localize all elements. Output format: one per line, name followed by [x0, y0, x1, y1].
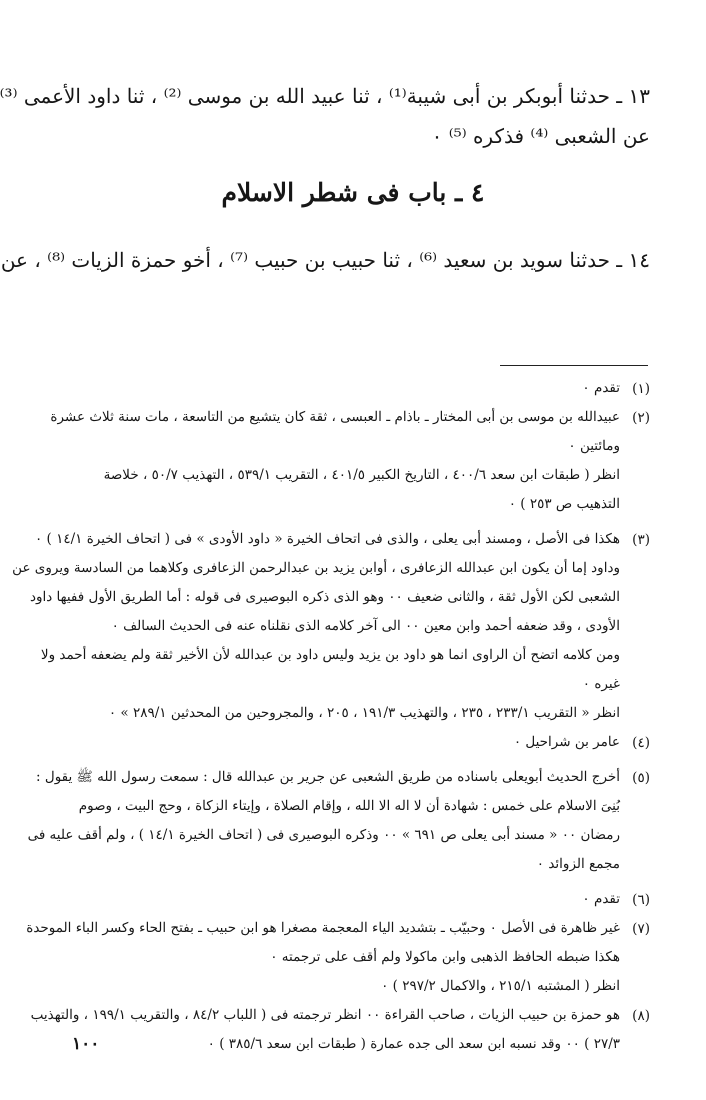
footnote-3	[12, 525, 650, 728]
footnote-number: (٦)	[632, 892, 650, 908]
footnote-line: عبيدالله بن موسى بن أبى المختار ـ باذام ـ العبسى ، ثقة كان يتشيع من التاسعة ، مات سنة ثلاث عشرة	[50, 409, 620, 425]
footnote-line: عامر بن شراحيل ٠	[513, 734, 620, 750]
footnote-line: مجمع الزوائد ٠	[536, 856, 620, 872]
footnote-line: انظر « التقريب ٢٣٣/١ ، ٢٣٥ ، والتهذيب ١٩١/٣ ، ٢٠٥ ، والمجروحين من المحدثين ٢٨٩/١ » ٠	[108, 705, 620, 721]
footnote-line: بُنِىَ الاسلام على خمس : شهادة أن لا اله الا الله ، وإقام الصلاة ، وإيتاء الزكاة ، وحج البيت ، وصوم	[78, 798, 620, 814]
footnote-number: (٢)	[632, 410, 650, 426]
footnote-1	[56, 374, 650, 403]
footnotes	[12, 374, 650, 1059]
hadith-13-line: ١٣ ـ حدثنا أبوبكر بن أبى شيبة⁽¹⁾ ، ثنا عبيد الله بن موسى ⁽²⁾ ، ثنا داود الأعمى ⁽³⁾	[0, 84, 650, 108]
hadith-14	[0, 240, 650, 280]
footnote-7	[26, 914, 650, 1001]
footnote-line: هكذا فى الأصل ، ومسند أبى يعلى ، والذى فى اتحاف الخيرة « داود الأودى » فى ( اتحاف الخيرة ١٤/١ ) ٠	[34, 531, 620, 547]
footnote-number: (١)	[632, 381, 650, 397]
footnote-6	[56, 885, 650, 914]
footnote-line: هكذا ضبطه الحافظ الذهبى وابن ماكولا ولم أقف على ترجمته ٠	[270, 949, 620, 965]
hadith-13-line: عن الشعبى ⁽⁴⁾ فذكره ⁽⁵⁾ ٠	[431, 124, 650, 148]
chapter-title: ٤ ـ باب فى شطر الاسلام	[221, 178, 485, 207]
footnote-line: انظر ( المشتبه ٢١٥/١ ، والاكمال ٢٩٧/٢ ) ٠	[381, 978, 620, 994]
footnote-line: ومن كلامه اتضح أن الراوى انما هو داود بن يزيد وليس داود بن عبدالله لأن الأخير ثقة ولم يضعفه أحمد ولا	[40, 647, 620, 663]
footnote-line: التذهيب ص ٢٥٣ ) ٠	[508, 496, 620, 512]
footnote-2	[50, 403, 650, 519]
footnote-line: ومائتين ٠	[568, 438, 620, 454]
footnote-line: هو حمزة بن حبيب الزيات ، صاحب القراءة ٠٠ انظر ترجمته فى ( اللباب ٨٤/٢ ، والتقريب ١٩٩/١ ، والتهذيب	[30, 1007, 620, 1023]
footnote-line: رمضان ٠٠ « مسند أبى يعلى ص ٦٩١ » ٠٠ وذكره البوصيرى فى ( اتحاف الخيرة ١٤/١ ) ، ولم أقف عليه فى	[27, 827, 620, 843]
page-number: ١٠٠	[72, 1034, 100, 1054]
hadith-14-line: ١٤ ـ حدثنا سويد بن سعيد ⁽⁶⁾ ، ثنا حبيب بن حبيب ⁽⁷⁾ ، أخو حمزة الزيات ⁽⁸⁾ ، عن	[0, 248, 650, 272]
footnote-divider	[500, 365, 648, 366]
footnote-number: (٤)	[632, 735, 650, 751]
footnote-line: الأودى ، وقد ضعفه أحمد وابن معين ٠٠ الى آخر كلامه الذى نقلناه عنه فى الحديث السالف ٠	[111, 618, 620, 634]
footnote-line: وداود إما أن يكون ابن عبدالله الزعافرى ، أوابن يزيد بن عبدالرحمن الزعافرى وكلاهما من السادسة ويروى عن	[12, 560, 620, 576]
footnote-8	[30, 1001, 650, 1059]
footnote-4	[56, 728, 650, 757]
footnote-line: انظر ( طبقات ابن سعد ٤٠٠/٦ ، التاريخ الكبير ٤٠١/٥ ، التقريب ٥٣٩/١ ، التهذيب ٥٠/٧ ، خلاصة	[103, 467, 620, 483]
footnote-5	[27, 763, 650, 879]
footnote-line: تقدم ٠	[582, 380, 620, 396]
footnote-line: أخرج الحديث أبويعلى باسناده من طريق الشعبى عن جرير بن عبدالله قال : سمعت رسول الله ﷺ يقول :	[36, 769, 620, 785]
footnote-line: غير ظاهرة فى الأصل ٠ وحبيّب ـ بتشديد الياء المعجمة مصغرا هو ابن حبيب ـ بفتح الحاء وكسر الباء الموحدة	[26, 920, 620, 936]
footnote-line: تقدم ٠	[582, 891, 620, 907]
hadith-13	[0, 76, 650, 156]
footnote-number: (٧)	[632, 921, 650, 937]
footnote-number: (٣)	[632, 532, 650, 548]
footnote-number: (٥)	[632, 770, 650, 786]
footnote-line: غيره ٠	[582, 676, 620, 692]
footnote-number: (٨)	[632, 1008, 650, 1024]
footnote-line: ٢٧/٣ ) ٠٠ وقد نسبه ابن سعد الى جده عمارة ( طبقات ابن سعد ٣٨٥/٦ ) ٠	[207, 1036, 620, 1052]
footnote-line: الشعبى لكن الأول ثقة ، والثانى ضعيف ٠٠ وهو الذى ذكره البوصيرى فى قوله : أما الطريق الأول ففيها داود	[29, 589, 620, 605]
